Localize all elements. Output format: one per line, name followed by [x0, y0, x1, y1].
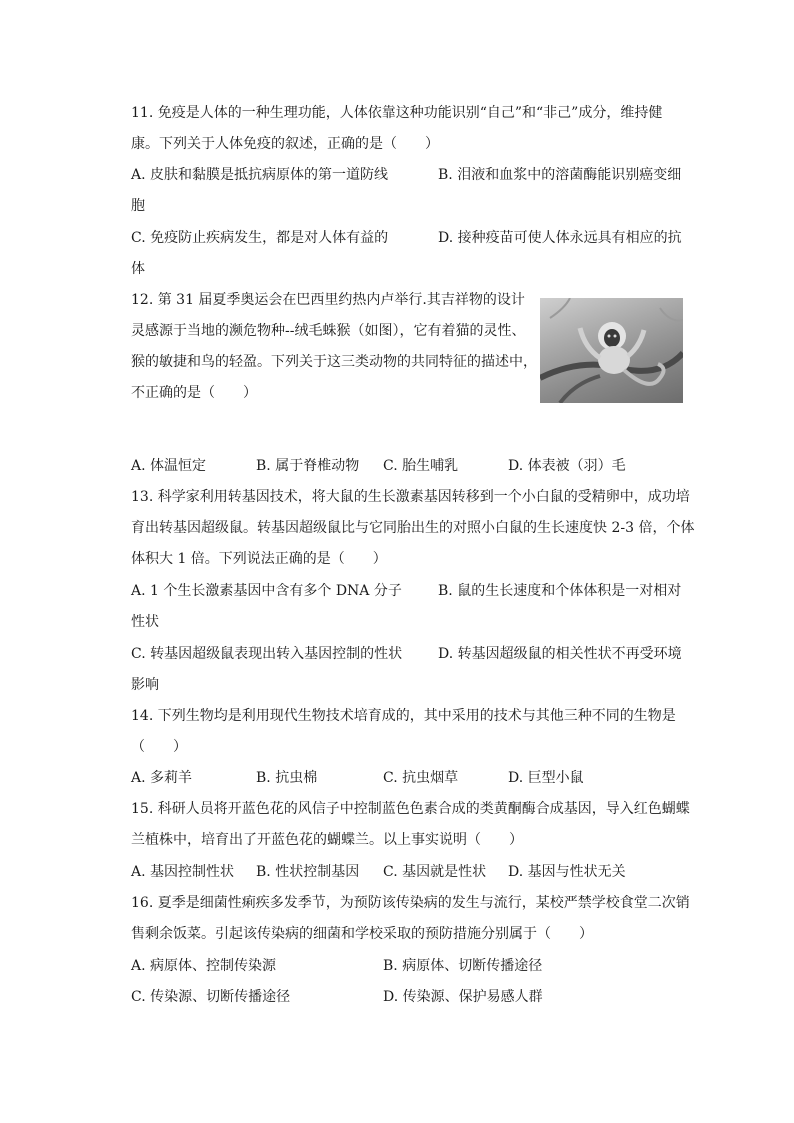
q15-option-b: B. 性状控制基因 [256, 864, 360, 880]
q16-stem-line2: 售剩余饭菜。引起该传染病的细菌和学校采取的预防措施分别属于（ ） [131, 926, 593, 942]
q13-option-b-wrap: 性状 [131, 614, 159, 630]
q15-stem-line1: 15. 科研人员将开蓝色花的风信子中控制蓝色色素合成的类黄酮酶合成基因，导入红色蝴蝶 [131, 801, 690, 817]
q12-option-a: A. 体温恒定 [131, 458, 207, 474]
q11-option-d: D. 接种疫苗可使人体永远具有相应的抗 [438, 230, 682, 246]
q14-option-c: C. 抗虫烟草 [383, 770, 459, 786]
q14-stem-line1: 14. 下列生物均是利用现代生物技术培育成的，其中采用的技术与其他三种不同的生物是 [131, 708, 676, 724]
q14-option-d: D. 巨型小鼠 [508, 770, 584, 786]
q13-option-c: C. 转基因超级鼠表现出转入基因控制的性状 [131, 646, 403, 662]
q16-option-b: B. 病原体、切断传播途径 [383, 958, 543, 974]
q13-stem-line3: 体积大 1 倍。下列说法正确的是（ ） [131, 551, 387, 567]
q12-stem-line4: 不正确的是（ ） [131, 385, 257, 401]
q12-stem-line3: 猴的敏捷和鸟的轻盈。下列关于这三类动物的共同特征的描述中， [131, 354, 537, 370]
q11-option-a: A. 皮肤和黏膜是抵抗病原体的第一道防线 [131, 167, 389, 183]
q15-option-c: C. 基因就是性状 [383, 864, 487, 880]
q13-stem-line1: 13. 科学家利用转基因技术，将大鼠的生长激素基因转移到一个小白鼠的受精卵中，成功培 [131, 489, 690, 505]
q14-option-a: A. 多莉羊 [131, 770, 193, 786]
q13-stem-line2: 育出转基因超级鼠。转基因超级鼠比与它同胎出生的对照小白鼠的生长速度快 2-3 倍，个体 [131, 520, 695, 536]
q12-stem-line2: 灵感源于当地的濒危物种--绒毛蛛猴（如图），它有着猫的灵性、 [131, 323, 526, 339]
q14-option-b: B. 抗虫棉 [256, 770, 318, 786]
q11-option-d-wrap: 体 [131, 261, 145, 277]
q12-stem-line1: 12. 第 31 届夏季奥运会在巴西里约热内卢举行.其吉祥物的设计 [131, 292, 525, 308]
q16-stem-line1: 16. 夏季是细菌性痢疾多发季节，为预防该传染病的发生与流行，某校严禁学校食堂二次销 [131, 895, 690, 911]
q15-option-d: D. 基因与性状无关 [508, 864, 626, 880]
q12-option-d: D. 体表被（羽）毛 [508, 458, 626, 474]
q12-option-b: B. 属于脊椎动物 [256, 458, 360, 474]
q11-stem-line2: 康。下列关于人体免疫的叙述，正确的是（ ） [131, 136, 439, 152]
q12-option-c: C. 胎生哺乳 [383, 458, 459, 474]
q13-option-d: D. 转基因超级鼠的相关性状不再受环境 [438, 646, 682, 662]
q11-option-b: B. 泪液和血浆中的溶菌酶能识别癌变细 [438, 167, 682, 183]
q13-option-b: B. 鼠的生长速度和个体体积是一对相对 [438, 583, 682, 599]
q14-stem-line2: （ ） [131, 739, 187, 755]
q11-stem-line1: 11. 免疫是人体的一种生理功能，人体依靠这种功能识别“自己”和“非己”成分，维持健 [131, 105, 663, 121]
q16-option-a: A. 病原体、控制传染源 [131, 958, 277, 974]
q16-option-d: D. 传染源、保护易感人群 [383, 989, 543, 1005]
q11-option-c: C. 免疫防止疾病发生，都是对人体有益的 [131, 230, 389, 246]
spider-monkey-photo [540, 298, 683, 403]
q13-option-d-wrap: 影响 [131, 677, 159, 693]
q11-option-b-wrap: 胞 [131, 198, 145, 214]
q15-stem-line2: 兰植株中，培育出了开蓝色花的蝴蝶兰。以上事实说明（ ） [131, 832, 523, 848]
q15-option-a: A. 基因控制性状 [131, 864, 235, 880]
q16-option-c: C. 传染源、切断传播途径 [131, 989, 291, 1005]
q13-option-a: A. 1 个生长激素基因中含有多个 DNA 分子 [131, 583, 402, 599]
